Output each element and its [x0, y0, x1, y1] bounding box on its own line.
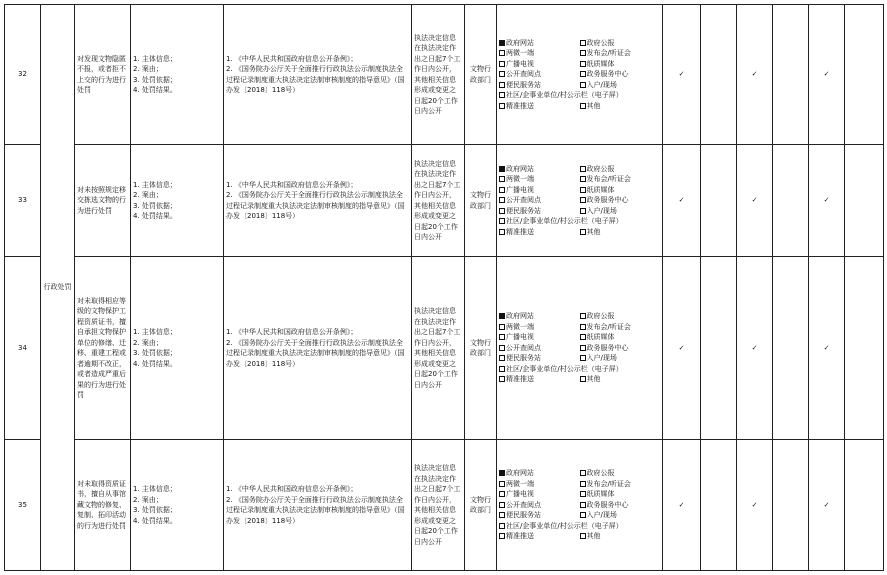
channel-label: 精准推送 — [506, 532, 534, 541]
channel-label: 两微一端 — [506, 49, 534, 58]
unchecked-box-icon — [499, 481, 505, 487]
channel-label: 便民服务站 — [506, 206, 541, 215]
table-row — [5, 5, 884, 145]
time-limit-cell: 执法决定信息在执法决定作出之日起7个工作日内公开，其他相关信息形成或变更之日起20个工作日内公开 — [412, 5, 465, 145]
unchecked-box-icon — [499, 187, 505, 193]
mark-cell — [845, 5, 884, 145]
unchecked-box-icon — [499, 345, 505, 351]
channel-option — [499, 479, 580, 490]
channel-list — [499, 38, 660, 112]
unchecked-box-icon — [580, 82, 586, 88]
channel-label: 纸质媒体 — [586, 185, 615, 194]
channel-option — [499, 38, 580, 49]
channel-label: 两微一端 — [506, 322, 534, 331]
subject-cell: 文物行政部门 — [465, 440, 497, 571]
mark-cell — [701, 145, 737, 257]
unchecked-box-icon — [499, 197, 505, 203]
content-item: 2. 案由； — [133, 65, 163, 73]
channel-option — [580, 101, 661, 112]
channel-label: 发布会/听证会 — [586, 175, 631, 184]
unchecked-box-icon — [499, 176, 505, 182]
channel-label: 政府网站 — [506, 312, 534, 321]
channel-option — [580, 531, 661, 542]
channel-label: 政府网站 — [506, 38, 534, 47]
row-number: 32 — [5, 5, 41, 145]
channel-label: 政务服务中心 — [586, 196, 629, 205]
time-limit-cell: 执法决定信息在执法决定作出之日起7个工作日内公开，其他相关信息形成或变更之日起20个工作日内公开 — [412, 440, 465, 571]
unchecked-box-icon — [580, 40, 586, 46]
row-number: 33 — [5, 145, 41, 257]
mark-cell: ✓ — [737, 5, 773, 145]
content-cell — [131, 5, 224, 145]
unchecked-box-icon — [499, 334, 505, 340]
unchecked-box-icon — [499, 61, 505, 67]
channel-label: 社区/企事业单位/村公示栏（电子屏） — [506, 91, 623, 100]
channel-option — [580, 48, 661, 59]
unchecked-box-icon — [580, 491, 586, 497]
channel-label: 政府网站 — [506, 164, 534, 173]
item-cell: 对发现文物隐匿不报，或者拒不上交的行为进行处罚 — [75, 5, 131, 145]
unchecked-box-icon — [499, 533, 505, 539]
channel-option — [580, 374, 661, 385]
channel-option — [499, 195, 580, 206]
checked-box-icon — [499, 40, 505, 46]
unchecked-box-icon — [580, 176, 586, 182]
content-item: 4. 处罚结果。 — [133, 212, 177, 220]
channel-option — [499, 164, 580, 175]
unchecked-box-icon — [580, 481, 586, 487]
content-item: 3. 处罚依据； — [133, 75, 177, 84]
channel-label: 政府公报 — [586, 469, 615, 478]
channel-option — [499, 510, 580, 521]
channel-label: 广播电视 — [506, 59, 534, 68]
basis-text: 1. 《中华人民共和国政府信息公开条例》； 2. 《国务院办公厅关于全面推行行政执法公示制度执法全过程记录制度重大执法决定法制审核制度的指导意见》（国办发〔2018〕118号） — [226, 54, 405, 94]
channel-label: 其他 — [586, 101, 601, 110]
subject-cell: 文物行政部门 — [465, 5, 497, 145]
unchecked-box-icon — [580, 61, 586, 67]
channel-label: 社区/企事业单位/村公示栏（电子屏） — [506, 364, 623, 373]
unchecked-box-icon — [580, 324, 586, 330]
channel-label: 政府网站 — [506, 469, 534, 478]
channel-label: 发布会/听证会 — [586, 49, 631, 58]
mark-cell — [701, 257, 737, 440]
subject-cell: 文物行政部门 — [465, 257, 497, 440]
row-number: 34 — [5, 257, 41, 440]
channel-label: 便民服务站 — [506, 354, 541, 363]
unchecked-box-icon — [499, 218, 505, 224]
channel-label: 便民服务站 — [506, 511, 541, 520]
channel-label: 社区/企事业单位/村公示栏（电子屏） — [506, 217, 623, 226]
channel-option — [580, 332, 661, 343]
unchecked-box-icon — [499, 229, 505, 235]
item-cell: 对未取得资质证书，擅自从事馆藏文物的修复、复制、拓印活动的行为进行处罚 — [75, 440, 131, 571]
channel-option — [580, 164, 661, 175]
unchecked-box-icon — [580, 334, 586, 340]
channel-option — [499, 101, 580, 112]
channel-option — [580, 185, 661, 196]
row-number: 35 — [5, 440, 41, 571]
channel-option — [499, 59, 580, 70]
time-limit-cell: 执法决定信息在执法决定作出之日起7个工作日内公开，其他相关信息形成或变更之日起20个工作日内公开 — [412, 257, 465, 440]
unchecked-box-icon — [499, 366, 505, 372]
basis-cell — [224, 5, 412, 145]
basis-text: 1. 《中华人民共和国政府信息公开条例》； 2. 《国务院办公厅关于全面推行行政执法公示制度执法全过程记录制度重大执法决定法制审核制度的指导意见》（国办发〔2018〕118号） — [226, 180, 405, 220]
channel-label: 广播电视 — [506, 490, 534, 499]
channels-cell — [497, 5, 663, 145]
content-item: 2. 案由； — [133, 338, 163, 347]
channel-label: 公开查阅点 — [506, 343, 541, 352]
channel-option — [499, 48, 580, 59]
channel-label: 精准推送 — [506, 375, 534, 384]
content-item: 2. 案由； — [133, 495, 163, 504]
channel-label: 广播电视 — [506, 333, 534, 342]
channel-option — [580, 489, 661, 500]
mark-cell — [773, 440, 809, 571]
channel-option — [580, 343, 661, 354]
unchecked-box-icon — [580, 197, 586, 203]
mark-cell: ✓ — [663, 440, 701, 571]
content-item: 4. 处罚结果。 — [133, 359, 177, 368]
channel-option — [499, 69, 580, 80]
channel-option — [499, 80, 580, 91]
channels-cell — [497, 257, 663, 440]
content-item: 4. 处罚结果。 — [133, 86, 177, 94]
channel-option — [499, 311, 580, 322]
channel-option — [499, 353, 580, 364]
content-cell — [131, 257, 224, 440]
channel-label: 其他 — [586, 227, 601, 236]
unchecked-box-icon — [580, 208, 586, 214]
channel-label: 公开查阅点 — [506, 500, 541, 509]
channel-option — [580, 206, 661, 217]
channel-option — [580, 227, 661, 238]
unchecked-box-icon — [580, 313, 586, 319]
content-item: 1. 主体信息； — [133, 485, 177, 493]
content-item: 3. 处罚依据； — [133, 506, 177, 514]
channel-label: 入户/现场 — [586, 206, 617, 215]
channel-label: 入户/现场 — [586, 511, 617, 520]
channel-label: 纸质媒体 — [586, 59, 615, 68]
channel-option — [580, 500, 661, 511]
content-item: 4. 处罚结果。 — [133, 516, 177, 525]
checked-box-icon — [499, 166, 505, 172]
basis-cell — [224, 440, 412, 571]
channel-option — [499, 174, 580, 185]
mark-cell — [845, 145, 884, 257]
unchecked-box-icon — [499, 92, 505, 98]
unchecked-box-icon — [499, 324, 505, 330]
mark-cell: ✓ — [809, 5, 845, 145]
channel-label: 政务服务中心 — [586, 500, 629, 509]
channel-label: 政府公报 — [586, 312, 615, 321]
channel-list — [499, 311, 660, 385]
unchecked-box-icon — [580, 166, 586, 172]
unchecked-box-icon — [499, 355, 505, 361]
channel-option — [580, 479, 661, 490]
channel-option — [580, 174, 661, 185]
channel-option — [580, 311, 661, 322]
channel-option — [499, 322, 580, 333]
channel-list — [499, 164, 660, 238]
channel-option — [499, 216, 660, 227]
channel-option — [580, 322, 661, 333]
unchecked-box-icon — [580, 376, 586, 382]
channel-option — [499, 521, 660, 532]
mark-cell: ✓ — [663, 145, 701, 257]
channel-label: 两微一端 — [506, 175, 534, 184]
content-item: 2. 案由； — [133, 191, 163, 199]
content-item: 1. 主体信息； — [133, 328, 177, 336]
channel-label: 纸质媒体 — [586, 490, 615, 499]
mark-cell: ✓ — [663, 5, 701, 145]
content-item: 1. 主体信息； — [133, 180, 177, 189]
channel-label: 入户/现场 — [586, 80, 617, 89]
basis-text: 1. 《中华人民共和国政府信息公开条例》； 2. 《国务院办公厅关于全面推行行政执法公示制度执法全过程记录制度重大执法决定法制审核制度的指导意见》（国办发〔2018〕118号） — [226, 328, 405, 368]
channel-option — [499, 90, 660, 101]
mark-cell: ✓ — [663, 257, 701, 440]
mark-cell — [773, 145, 809, 257]
content-cell — [131, 440, 224, 571]
channel-option — [499, 227, 580, 238]
mark-cell — [845, 257, 884, 440]
item-cell: 对未取得相应等级的文物保护工程资质证书，擅自承担文物保护单位的修缮、迁移、重建工程或者逾期不改正，或者造成严重后果的行为进行处罚 — [75, 257, 131, 440]
channel-option — [580, 353, 661, 364]
basis-cell — [224, 145, 412, 257]
channels-cell — [497, 440, 663, 571]
channel-option — [580, 80, 661, 91]
content-cell — [131, 145, 224, 257]
channel-label: 广播电视 — [506, 185, 534, 194]
channel-label: 入户/现场 — [586, 354, 617, 363]
channel-label: 其他 — [586, 532, 601, 541]
checked-box-icon — [499, 313, 505, 319]
mark-cell — [845, 440, 884, 571]
channel-label: 公开查阅点 — [506, 196, 541, 205]
channel-label: 发布会/听证会 — [586, 479, 631, 488]
mark-cell: ✓ — [809, 145, 845, 257]
unchecked-box-icon — [499, 376, 505, 382]
unchecked-box-icon — [580, 50, 586, 56]
table-row — [5, 257, 884, 440]
channel-option — [580, 468, 661, 479]
content-item: 3. 处罚依据； — [133, 349, 177, 357]
channel-list — [499, 468, 660, 542]
mark-cell: ✓ — [737, 440, 773, 571]
mark-cell: ✓ — [809, 257, 845, 440]
mark-cell — [701, 440, 737, 571]
channel-label: 政府公报 — [586, 38, 615, 47]
disclosure-table — [4, 4, 884, 571]
unchecked-box-icon — [580, 103, 586, 109]
subject-cell: 文物行政部门 — [465, 145, 497, 257]
table-row — [5, 145, 884, 257]
unchecked-box-icon — [499, 82, 505, 88]
mark-cell: ✓ — [737, 145, 773, 257]
mark-cell — [701, 5, 737, 145]
channel-option — [580, 59, 661, 70]
unchecked-box-icon — [580, 355, 586, 361]
unchecked-box-icon — [499, 103, 505, 109]
channel-label: 精准推送 — [506, 227, 534, 236]
content-item: 1. 主体信息； — [133, 54, 177, 63]
channel-label: 其他 — [586, 375, 601, 384]
channel-label: 发布会/听证会 — [586, 322, 631, 331]
checked-box-icon — [499, 470, 505, 476]
channel-label: 政务服务中心 — [586, 343, 629, 352]
channel-option — [499, 364, 660, 375]
basis-text: 1. 《中华人民共和国政府信息公开条例》； 2. 《国务院办公厅关于全面推行行政执法公示制度执法全过程记录制度重大执法决定法制审核制度的指导意见》（国办发〔2018〕118号） — [226, 485, 405, 525]
unchecked-box-icon — [499, 491, 505, 497]
mark-cell: ✓ — [737, 257, 773, 440]
channel-label: 政务服务中心 — [586, 70, 629, 79]
channel-option — [499, 332, 580, 343]
unchecked-box-icon — [499, 512, 505, 518]
channel-option — [580, 38, 661, 49]
channel-option — [499, 206, 580, 217]
channel-option — [499, 468, 580, 479]
channel-option — [580, 510, 661, 521]
unchecked-box-icon — [499, 208, 505, 214]
unchecked-box-icon — [580, 187, 586, 193]
channel-option — [499, 489, 580, 500]
mark-cell — [773, 257, 809, 440]
table-body — [5, 5, 884, 571]
unchecked-box-icon — [499, 523, 505, 529]
channel-label: 公开查阅点 — [506, 70, 541, 79]
unchecked-box-icon — [499, 502, 505, 508]
channel-option — [499, 531, 580, 542]
channel-option — [499, 374, 580, 385]
basis-cell — [224, 257, 412, 440]
content-item: 3. 处罚依据； — [133, 201, 177, 210]
channels-cell — [497, 145, 663, 257]
channel-option — [499, 500, 580, 511]
channel-label: 社区/企事业单位/村公示栏（电子屏） — [506, 521, 623, 530]
unchecked-box-icon — [580, 229, 586, 235]
mark-cell — [773, 5, 809, 145]
unchecked-box-icon — [580, 345, 586, 351]
channel-label: 政府公报 — [586, 164, 615, 173]
mark-cell: ✓ — [809, 440, 845, 571]
unchecked-box-icon — [499, 50, 505, 56]
channel-option — [499, 185, 580, 196]
unchecked-box-icon — [580, 71, 586, 77]
unchecked-box-icon — [580, 512, 586, 518]
item-cell: 对未按照规定移交拣选文物的行为进行处罚 — [75, 145, 131, 257]
channel-option — [580, 69, 661, 80]
channel-label: 两微一端 — [506, 479, 534, 488]
channel-option — [499, 343, 580, 354]
unchecked-box-icon — [580, 470, 586, 476]
table-row — [5, 440, 884, 571]
channel-label: 纸质媒体 — [586, 333, 615, 342]
channel-option — [580, 195, 661, 206]
unchecked-box-icon — [499, 71, 505, 77]
category-cell: 行政处罚 — [41, 5, 75, 571]
unchecked-box-icon — [580, 533, 586, 539]
channel-label: 便民服务站 — [506, 80, 541, 89]
time-limit-cell: 执法决定信息在执法决定作出之日起7个工作日内公开，其他相关信息形成或变更之日起20个工作日内公开 — [412, 145, 465, 257]
unchecked-box-icon — [580, 502, 586, 508]
channel-label: 精准推送 — [506, 101, 534, 110]
